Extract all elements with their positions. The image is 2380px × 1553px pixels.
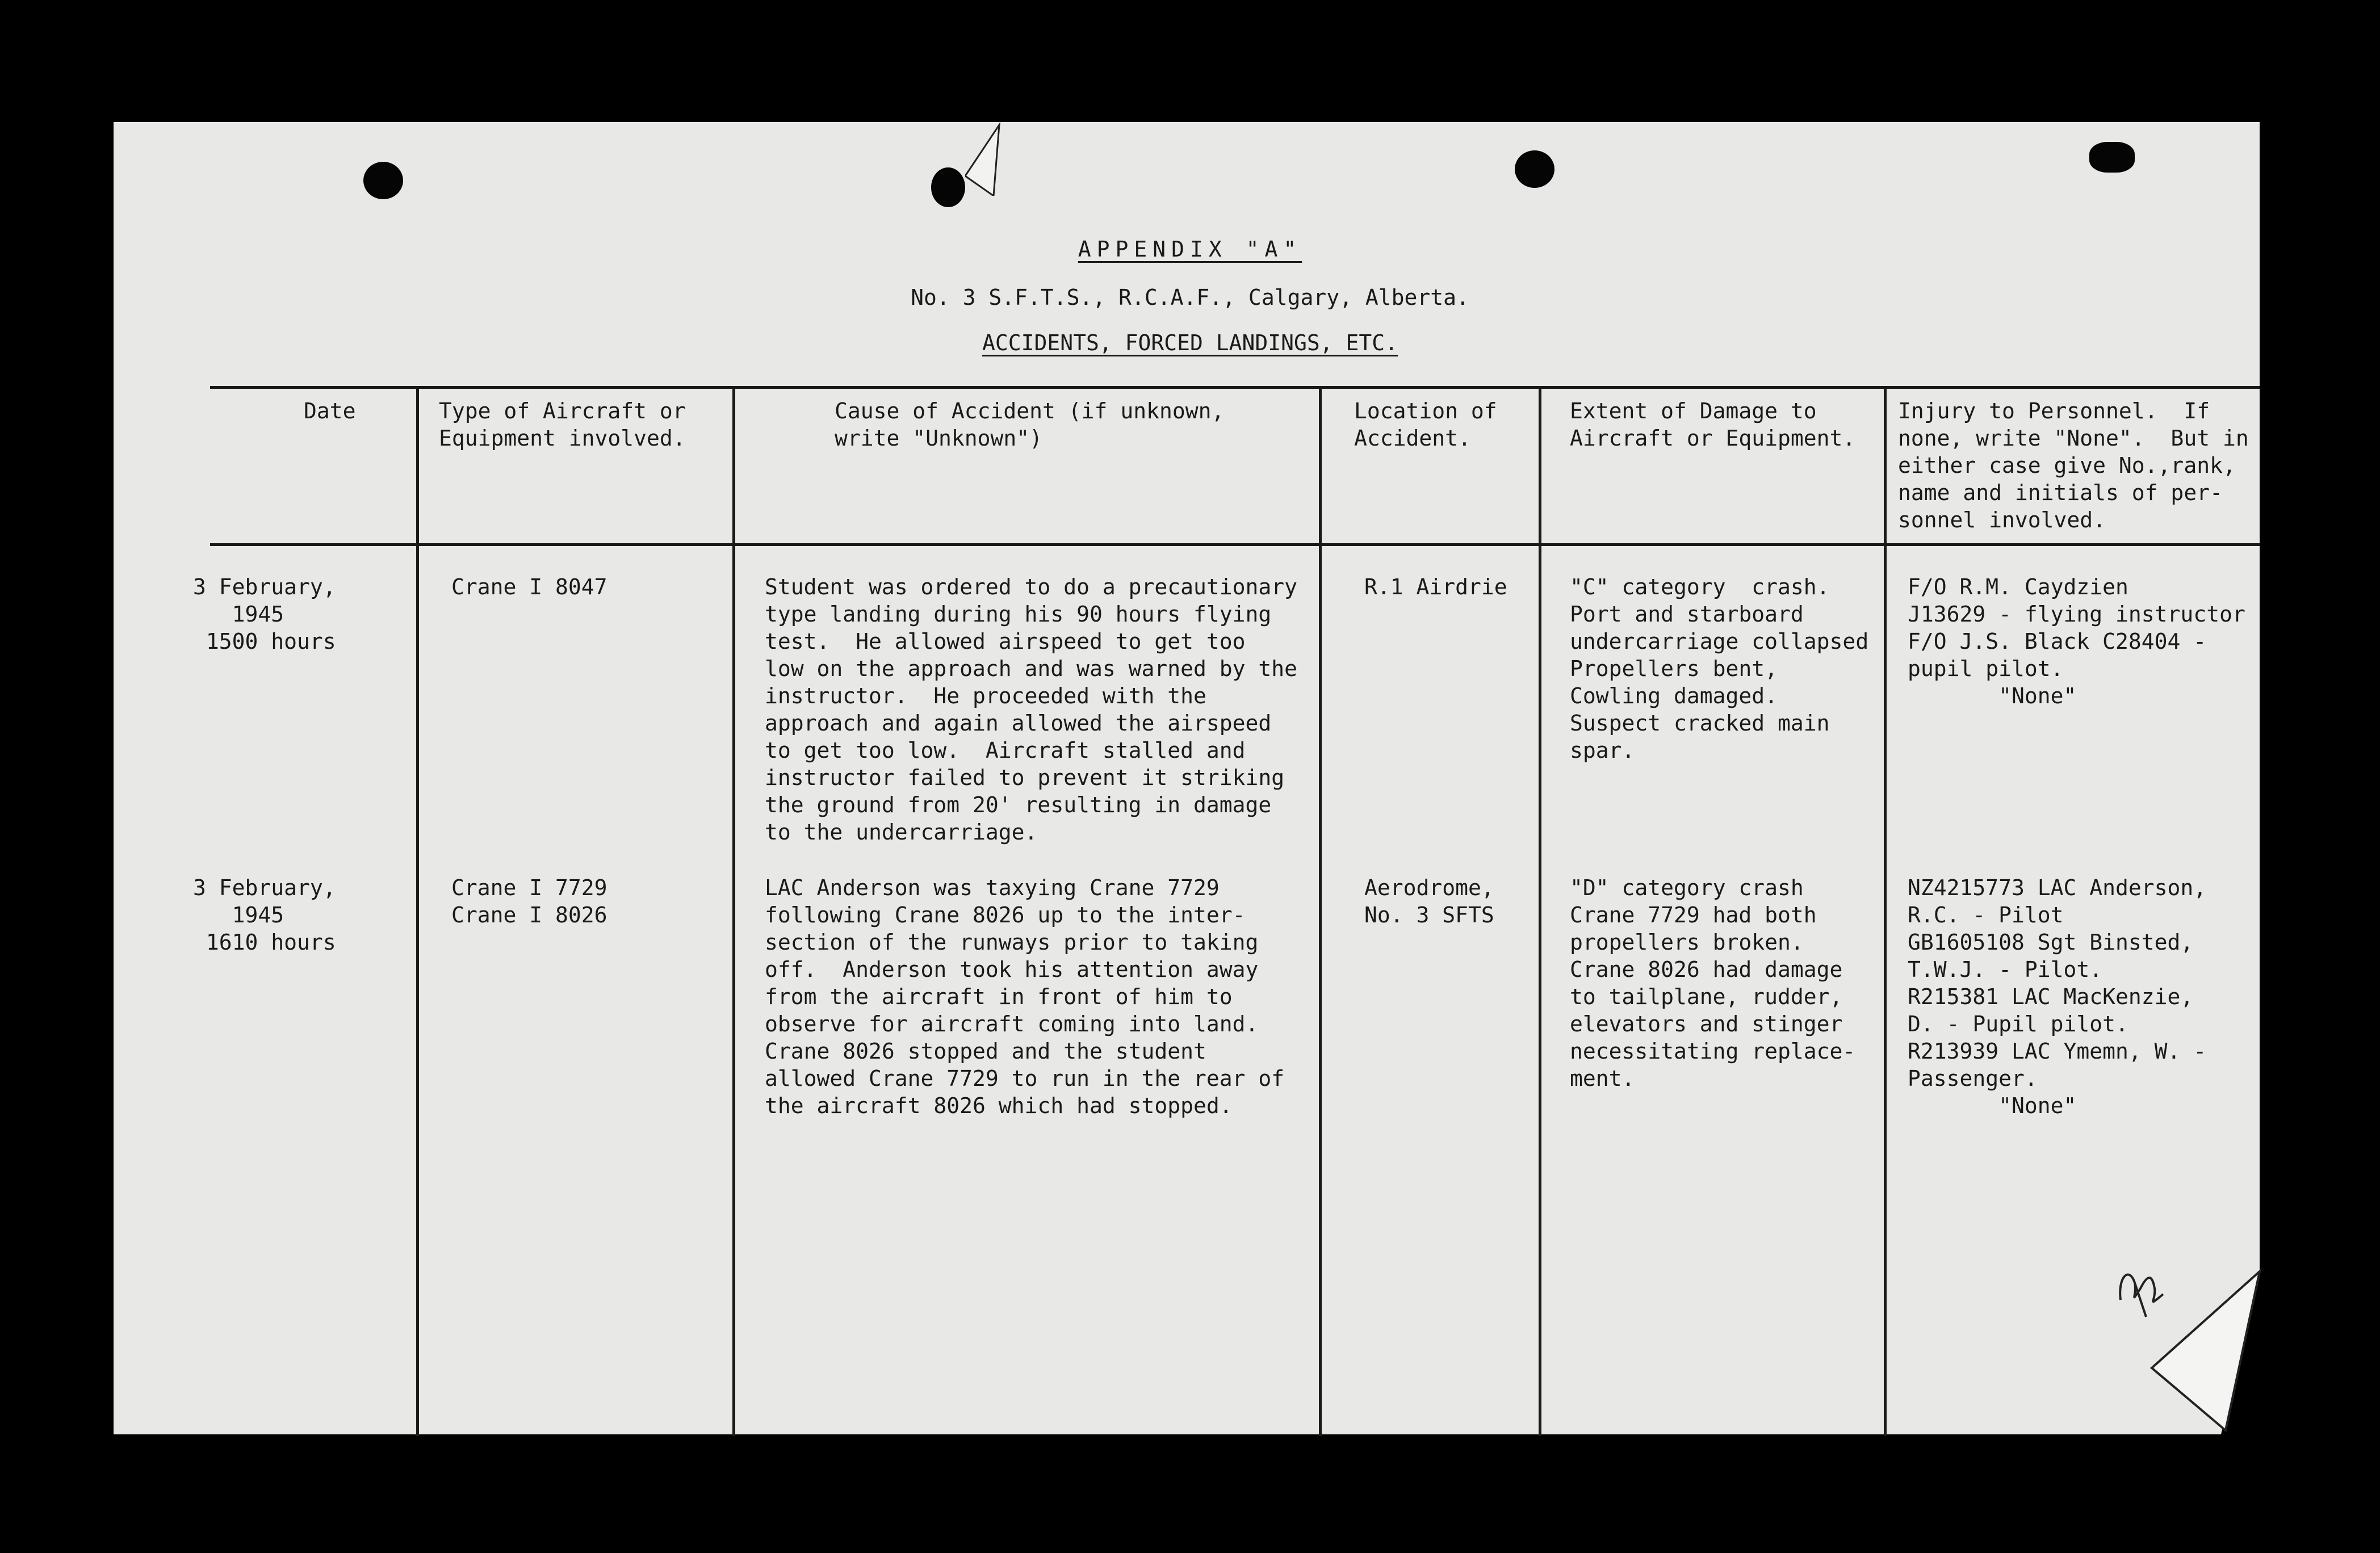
row-2-cause: LAC Anderson was taxying Crane 7729 following Crane 8026 up to the inter- section of the runways prior to taking off. Anderson took his attention away from the aircraft in front of him to observe for aircraft coming into land. Crane 8026 stopped and the student allowed Crane 7729 to run in the rear of the aircraft 8026 which had stopped. xyxy=(765,875,1285,1118)
row-1-injury: F/O R.M. Caydzien J13629 - flying instructor F/O J.S. Black C28404 - pupil pilot. "None" xyxy=(1908,574,2245,708)
page-subtitle: No. 3 S.F.T.S., R.C.A.F., Calgary, Alberta. xyxy=(911,285,1469,310)
page-title: APPENDIX "A" xyxy=(1078,237,1302,262)
column-divider-4 xyxy=(1539,386,1541,1436)
header-location: Location of Accident. xyxy=(1354,398,1497,451)
row-1-aircraft: Crane I 8047 xyxy=(451,574,607,599)
column-divider-3 xyxy=(1319,386,1322,1436)
punch-hole-4 xyxy=(2089,142,2135,173)
header-cause: Cause of Accident (if unknown, write "Unknown") xyxy=(835,398,1225,451)
column-divider-5 xyxy=(1884,386,1887,1436)
header-damage: Extent of Damage to Aircraft or Equipment. xyxy=(1570,398,1856,451)
handwritten-initials xyxy=(2112,1254,2174,1323)
column-divider-2 xyxy=(732,386,735,1436)
row-2-date: 3 February, 1945 1610 hours xyxy=(193,875,336,955)
punch-hole-3 xyxy=(1515,150,1554,188)
section-title: ACCIDENTS, FORCED LANDINGS, ETC. xyxy=(982,330,1398,355)
header-injury: Injury to Personnel. If none, write "None". But in either case give No.,rank, name and initials of per- sonnel involved. xyxy=(1898,398,2249,532)
row-1-damage: "C" category crash. Port and starboard undercarriage collapsed Propellers bent, Cowling damaged. Suspect cracked main spar. xyxy=(1570,574,1869,763)
column-divider-1 xyxy=(416,386,419,1436)
row-2-damage: "D" category crash Crane 7729 had both propellers broken. Crane 8026 had damage to tailplane, rudder, elevators and stinger necessitating replace- ment. xyxy=(1570,875,1856,1091)
table-header-rule xyxy=(210,543,2260,546)
table-top-rule xyxy=(210,386,2260,389)
row-1-location: R.1 Airdrie xyxy=(1364,574,1507,599)
row-1-date: 3 February, 1945 1500 hours xyxy=(193,574,336,654)
row-2-location: Aerodrome, No. 3 SFTS xyxy=(1364,875,1494,927)
row-2-aircraft: Crane I 7729 Crane I 8026 xyxy=(451,875,607,927)
row-1-cause: Student was ordered to do a precautionary type landing during his 90 hours flying test. He allowed airspeed to get too low on the approach and was warned by the instructor. He proceeded with the approach and again allowed the airspeed to get too low. Aircraft stalled and instructor failed to prevent it striking the ground from 20' resulting in damage to the undercarriage. xyxy=(765,574,1297,845)
row-2-injury: NZ4215773 LAC Anderson, R.C. - Pilot GB1605108 Sgt Binsted, T.W.J. - Pilot. R215381 LAC MacKenzie, D. - Pupil pilot. R213939 LAC Ymemn, W. - Passenger. "None" xyxy=(1908,875,2207,1118)
torn-paper-flap xyxy=(965,122,1005,196)
header-date: Date xyxy=(304,398,356,423)
punch-hole-1 xyxy=(363,162,403,199)
header-aircraft: Type of Aircraft or Equipment involved. xyxy=(439,398,686,451)
punch-hole-2 xyxy=(931,167,965,207)
